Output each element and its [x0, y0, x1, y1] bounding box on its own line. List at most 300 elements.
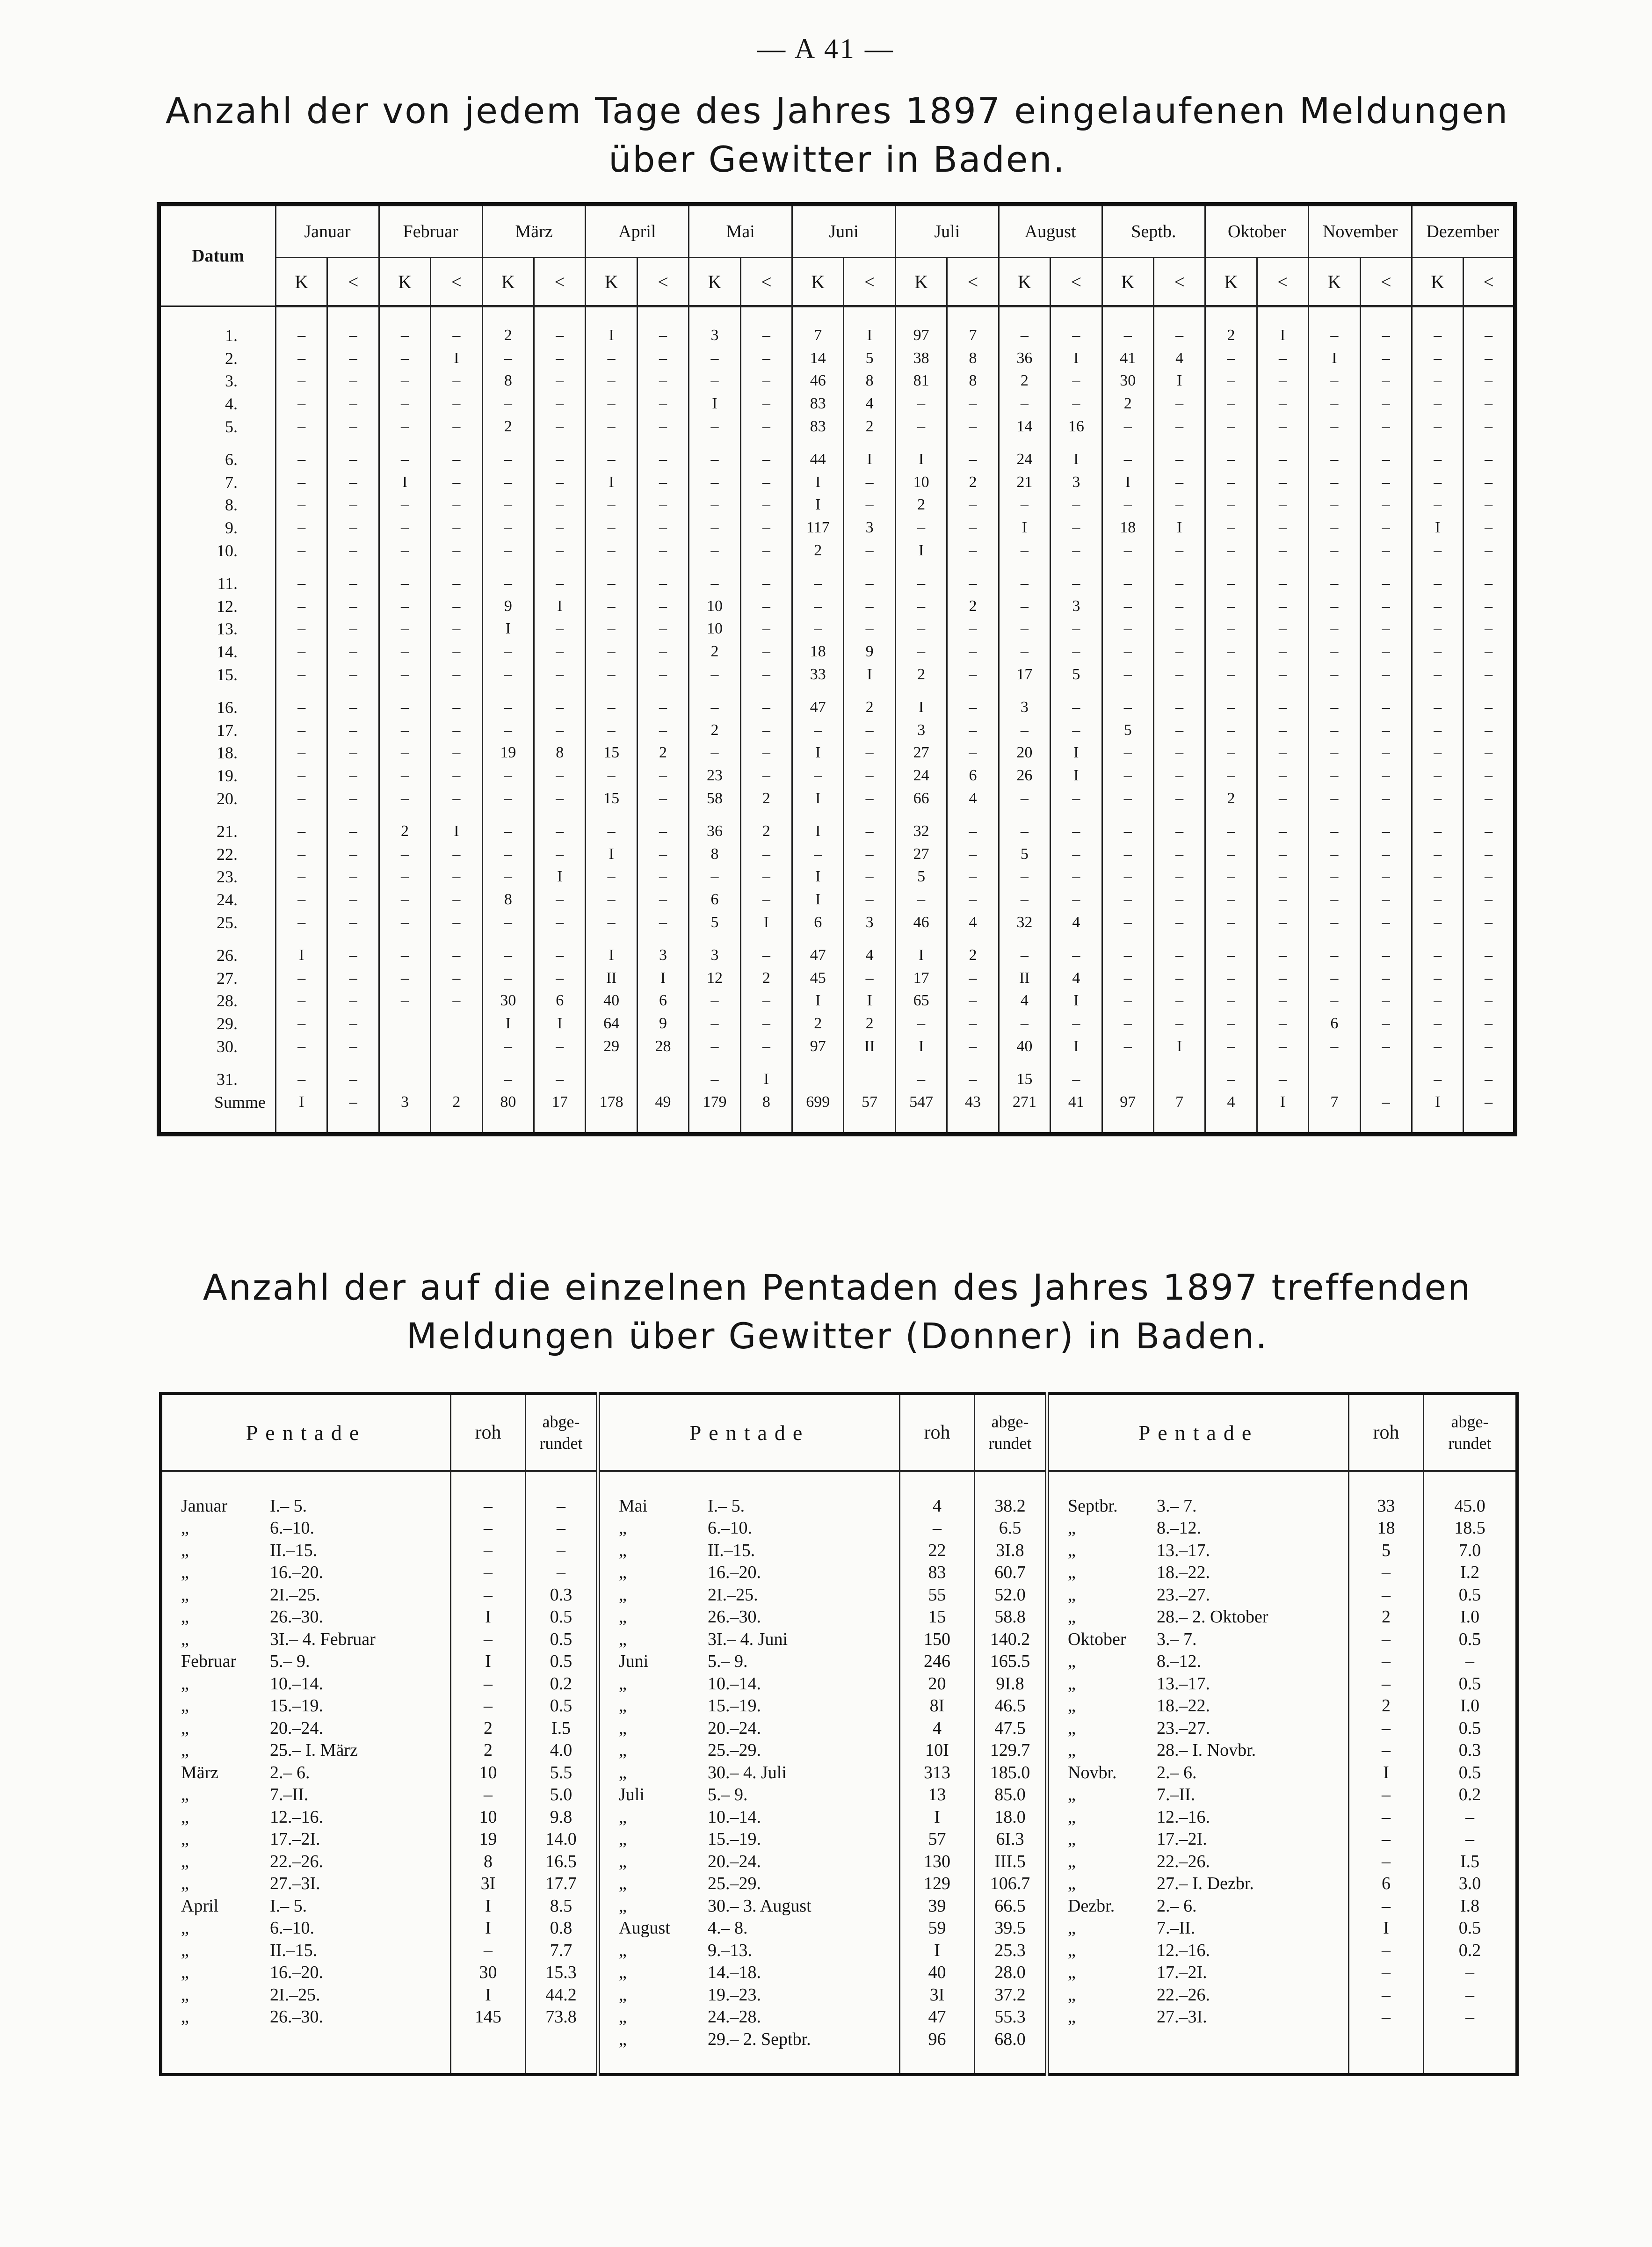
count-cell: – — [689, 539, 740, 562]
count-cell: – — [1051, 516, 1102, 539]
pentade-range: 12.–16. — [1157, 1807, 1210, 1827]
count-cell: – — [1153, 696, 1205, 719]
count-cell: – — [276, 989, 327, 1012]
count-cell: 4 — [1051, 967, 1102, 989]
rounded-value: 18.5 — [1424, 1517, 1517, 1540]
count-cell: – — [1102, 663, 1153, 686]
count-cell: – — [1102, 572, 1153, 595]
month-label: „ — [619, 1807, 627, 1827]
count-cell: – — [1464, 989, 1515, 1012]
pentade-range: 3.– 7. — [1157, 1496, 1197, 1516]
pentade-cell — [1047, 1873, 1349, 1895]
count-cell: – — [1360, 764, 1412, 787]
rounded-value: 0.2 — [1424, 1939, 1517, 1962]
pentade-cell — [598, 1784, 900, 1806]
count-cell: – — [740, 696, 792, 719]
month-header: Oktober — [1205, 204, 1309, 258]
pentade-row — [161, 1695, 1517, 1717]
count-cell: – — [1153, 324, 1205, 347]
count-cell: – — [276, 494, 327, 516]
count-cell: – — [1257, 865, 1308, 888]
count-cell: – — [431, 393, 482, 415]
rounded-value: 3I.8 — [975, 1539, 1047, 1562]
roh-value: – — [1349, 1673, 1424, 1695]
pentade-range: 13.–17. — [1157, 1673, 1210, 1694]
pentade-reports-table — [159, 1392, 1519, 2076]
count-cell: – — [689, 696, 740, 719]
pentade-cell — [161, 1562, 451, 1584]
count-cell: – — [1205, 415, 1257, 438]
count-cell: – — [379, 663, 430, 686]
rounded-value: 129.7 — [975, 1739, 1047, 1762]
count-cell: – — [844, 572, 895, 595]
count-cell: – — [947, 696, 999, 719]
pentade-cell — [598, 1895, 900, 1917]
count-cell: – — [689, 347, 740, 370]
count-cell: – — [1464, 967, 1515, 989]
month-label: „ — [181, 1563, 189, 1583]
count-cell: – — [999, 719, 1050, 742]
count-cell: 179 — [689, 1091, 740, 1113]
count-cell: – — [534, 843, 586, 865]
month-label: „ — [619, 1540, 627, 1560]
count-cell: – — [1205, 471, 1257, 494]
count-cell: 7 — [1309, 1091, 1360, 1113]
count-cell: I — [1153, 1035, 1205, 1058]
pentade-cell — [161, 1673, 451, 1695]
pentade-range: 16.–20. — [270, 1963, 323, 1983]
count-cell: – — [947, 843, 999, 865]
pentade-range: 30.– 3. August — [708, 1896, 812, 1916]
count-cell: – — [1205, 911, 1257, 934]
count-cell: – — [1102, 324, 1153, 347]
count-cell: – — [379, 370, 430, 393]
month-label: „ — [619, 1963, 627, 1983]
count-cell: 6 — [689, 888, 740, 911]
day-row — [159, 719, 1515, 742]
count-cell: – — [534, 539, 586, 562]
count-cell: I — [792, 494, 844, 516]
count-cell: – — [1464, 494, 1515, 516]
day-row — [159, 989, 1515, 1012]
count-cell: – — [586, 618, 637, 640]
count-cell: – — [689, 415, 740, 438]
count-cell: 17 — [999, 663, 1050, 686]
count-cell: – — [689, 494, 740, 516]
count-cell: – — [1309, 719, 1360, 742]
count-cell: – — [1464, 764, 1515, 787]
count-cell: – — [276, 1035, 327, 1058]
count-cell: 3 — [1051, 471, 1102, 494]
count-cell: – — [431, 944, 482, 967]
month-header: Januar — [276, 204, 379, 258]
count-cell: 2 — [792, 539, 844, 562]
count-cell: – — [379, 347, 430, 370]
count-cell: – — [947, 989, 999, 1012]
count-cell: – — [1205, 1035, 1257, 1058]
count-cell: – — [431, 640, 482, 663]
rounded-value: 0.5 — [526, 1651, 598, 1673]
count-cell: – — [276, 843, 327, 865]
count-cell: 36 — [999, 347, 1050, 370]
count-cell: – — [276, 820, 327, 843]
pentade-cell — [598, 1628, 900, 1651]
count-cell: 18 — [792, 640, 844, 663]
pentade-range: 7.–II. — [1157, 1785, 1196, 1805]
roh-value: 59 — [900, 1917, 975, 1940]
count-cell: 2 — [844, 1012, 895, 1035]
pentade-range: 7.–II. — [270, 1785, 309, 1805]
month-label: „ — [619, 1718, 627, 1738]
count-cell: – — [1257, 1012, 1308, 1035]
count-cell: – — [327, 663, 379, 686]
count-cell: – — [1309, 539, 1360, 562]
rounded-header — [975, 1394, 1047, 1471]
count-cell: – — [1205, 393, 1257, 415]
reports-symbol: K — [1309, 258, 1360, 306]
count-cell: – — [431, 572, 482, 595]
count-cell: 97 — [1102, 1091, 1153, 1113]
count-cell: II — [586, 967, 637, 989]
count-cell: – — [1102, 989, 1153, 1012]
count-cell: – — [586, 415, 637, 438]
roh-value: – — [1349, 1784, 1424, 1806]
count-cell: – — [1412, 663, 1463, 686]
count-cell: – — [586, 595, 637, 618]
lightning-symbol: < — [844, 258, 895, 306]
count-cell: I — [844, 448, 895, 471]
pentade-cell — [598, 1850, 900, 1873]
pentade-row — [161, 1539, 1517, 1562]
count-cell: – — [844, 742, 895, 764]
count-cell: 2 — [740, 787, 792, 810]
count-cell: – — [1051, 820, 1102, 843]
day-row — [159, 1068, 1515, 1091]
count-cell: – — [327, 1012, 379, 1035]
count-cell: I — [431, 820, 482, 843]
month-label: „ — [1068, 1963, 1076, 1983]
day-row — [159, 787, 1515, 810]
count-cell: 41 — [1051, 1091, 1102, 1113]
count-cell: – — [1257, 347, 1308, 370]
pentade-cell — [598, 1917, 900, 1940]
rounded-value: III.5 — [975, 1850, 1047, 1873]
count-cell: – — [1309, 742, 1360, 764]
rounded-value: 9I.8 — [975, 1673, 1047, 1695]
count-cell: – — [689, 989, 740, 1012]
count-cell: I — [792, 742, 844, 764]
roh-value: I — [451, 1917, 526, 1940]
pentade-cell — [161, 1517, 451, 1540]
roh-value: – — [1349, 1584, 1424, 1606]
pentade-row — [161, 1828, 1517, 1851]
count-cell: – — [1412, 572, 1463, 595]
count-cell: – — [1257, 448, 1308, 471]
count-cell: 9 — [482, 595, 534, 618]
count-cell: – — [1412, 1035, 1463, 1058]
count-cell: – — [327, 415, 379, 438]
count-cell: – — [1309, 787, 1360, 810]
pentade-cell — [1047, 2028, 1349, 2051]
month-label: „ — [619, 2007, 627, 2027]
count-cell: – — [586, 448, 637, 471]
pentade-cell — [161, 1873, 451, 1895]
month-header: Juli — [895, 204, 999, 258]
month-header: Juni — [792, 204, 896, 258]
lightning-symbol: < — [1360, 258, 1412, 306]
count-cell: – — [379, 764, 430, 787]
pentade-cell — [598, 1562, 900, 1584]
count-cell: – — [327, 764, 379, 787]
day-label: 27. — [159, 967, 276, 989]
day-row — [159, 539, 1515, 562]
count-cell: – — [637, 471, 688, 494]
roh-header: roh — [451, 1394, 526, 1471]
count-cell: – — [689, 516, 740, 539]
rounded-value: – — [1424, 1806, 1517, 1828]
count-cell: 4 — [844, 944, 895, 967]
count-cell: – — [740, 865, 792, 888]
count-cell: – — [1153, 1012, 1205, 1035]
count-cell: – — [895, 595, 947, 618]
month-label: „ — [181, 1673, 189, 1694]
count-cell — [1309, 1068, 1360, 1091]
count-cell: 5 — [895, 865, 947, 888]
count-cell: – — [1309, 370, 1360, 393]
count-cell: 27 — [895, 843, 947, 865]
count-cell: – — [379, 494, 430, 516]
count-cell: – — [1153, 742, 1205, 764]
count-cell: 26 — [999, 764, 1050, 787]
count-cell: – — [482, 820, 534, 843]
count-cell: – — [1360, 516, 1412, 539]
count-cell: – — [1412, 471, 1463, 494]
count-cell: – — [637, 494, 688, 516]
pentade-row — [161, 1562, 1517, 1584]
pentade-range: 8.–12. — [1157, 1651, 1201, 1672]
pentade-range: 23.–27. — [1157, 1585, 1210, 1605]
count-cell: – — [534, 370, 586, 393]
pentade-row — [161, 1495, 1517, 1517]
count-cell: – — [379, 696, 430, 719]
pentade-range: 23.–27. — [1157, 1718, 1210, 1738]
day-label: Summe — [159, 1091, 276, 1113]
count-cell: – — [379, 911, 430, 934]
count-cell: – — [482, 1035, 534, 1058]
count-cell: – — [327, 516, 379, 539]
count-cell: 2 — [379, 820, 430, 843]
count-cell: – — [379, 640, 430, 663]
count-cell: – — [844, 787, 895, 810]
count-cell: I — [1051, 448, 1102, 471]
pentade-range: 5.– 9. — [708, 1785, 748, 1805]
count-cell: 2 — [482, 324, 534, 347]
pentade-cell — [1047, 1850, 1349, 1873]
count-cell — [431, 1068, 482, 1091]
count-cell: 2 — [947, 595, 999, 618]
count-cell: – — [792, 719, 844, 742]
pentade-row — [161, 2028, 1517, 2051]
count-cell: 14 — [792, 347, 844, 370]
count-cell: – — [327, 888, 379, 911]
roh-value: – — [451, 1673, 526, 1695]
count-cell: – — [1412, 1012, 1463, 1035]
count-cell: 58 — [689, 787, 740, 810]
pentade-range: 25.–29. — [708, 1740, 761, 1760]
count-cell: – — [431, 471, 482, 494]
count-cell: – — [740, 764, 792, 787]
day-label: 8. — [159, 494, 276, 516]
count-cell: – — [1360, 1091, 1412, 1113]
count-cell: – — [482, 539, 534, 562]
pentade-cell — [1047, 1495, 1349, 1517]
count-cell: – — [1205, 539, 1257, 562]
count-cell: – — [1153, 967, 1205, 989]
count-cell: 36 — [689, 820, 740, 843]
count-cell: – — [534, 415, 586, 438]
rounded-value: 185.0 — [975, 1761, 1047, 1784]
count-cell: – — [740, 448, 792, 471]
pentade-range: 18.–22. — [1157, 1563, 1210, 1583]
pentade-range: 30.– 4. Juli — [708, 1762, 787, 1782]
count-cell: 97 — [792, 1035, 844, 1058]
pentade-range: 5.– 9. — [270, 1651, 310, 1672]
count-cell: – — [276, 888, 327, 911]
roh-value: 30 — [451, 1962, 526, 1984]
pentade-cell — [598, 2006, 900, 2029]
roh-value: 8 — [451, 1850, 526, 1873]
roh-value: – — [1349, 1651, 1424, 1673]
count-cell: I — [379, 471, 430, 494]
count-cell: – — [1153, 888, 1205, 911]
roh-value: 10I — [900, 1739, 975, 1762]
day-row — [159, 742, 1515, 764]
count-cell: 40 — [586, 989, 637, 1012]
count-cell: – — [1051, 944, 1102, 967]
pentade-range: 10.–14. — [708, 1807, 761, 1827]
count-cell: – — [379, 393, 430, 415]
pentade-cell — [161, 1651, 451, 1673]
count-cell: 9 — [844, 640, 895, 663]
count-cell: I — [637, 967, 688, 989]
count-cell: 32 — [895, 820, 947, 843]
count-cell: – — [379, 539, 430, 562]
day-row — [159, 640, 1515, 663]
pentade-cell — [161, 1895, 451, 1917]
month-label: „ — [1068, 1518, 1076, 1538]
month-label: „ — [1068, 1651, 1076, 1672]
month-label: „ — [181, 1918, 189, 1938]
count-cell: – — [740, 471, 792, 494]
count-cell: – — [1309, 640, 1360, 663]
day-row — [159, 865, 1515, 888]
count-cell: – — [1051, 865, 1102, 888]
pentade-cell — [598, 1873, 900, 1895]
month-header: Septb. — [1102, 204, 1205, 258]
roh-value: – — [451, 1539, 526, 1562]
count-cell: – — [689, 448, 740, 471]
count-cell: 16 — [1051, 415, 1102, 438]
count-cell: – — [1153, 471, 1205, 494]
rounded-value: 55.3 — [975, 2006, 1047, 2029]
count-cell: – — [1153, 572, 1205, 595]
count-cell: – — [947, 572, 999, 595]
rounded-value: 60.7 — [975, 1562, 1047, 1584]
day-row — [159, 347, 1515, 370]
count-cell: 3 — [689, 324, 740, 347]
count-cell: – — [1464, 820, 1515, 843]
count-cell: – — [947, 539, 999, 562]
count-cell: – — [1205, 640, 1257, 663]
count-cell: – — [1153, 719, 1205, 742]
pentade-cell — [161, 1939, 451, 1962]
count-cell: 2 — [1205, 324, 1257, 347]
count-cell: – — [1257, 663, 1308, 686]
roh-value — [451, 2028, 526, 2051]
count-cell: – — [740, 324, 792, 347]
pentade-row — [161, 1517, 1517, 1540]
count-cell: – — [1309, 888, 1360, 911]
count-cell: – — [534, 324, 586, 347]
count-cell: 10 — [689, 618, 740, 640]
count-cell: – — [431, 787, 482, 810]
roh-value: – — [1349, 1806, 1424, 1828]
pentade-row — [161, 1850, 1517, 1873]
count-cell: – — [276, 967, 327, 989]
pentade-cell — [1047, 1606, 1349, 1629]
rounded-value: 0.5 — [526, 1695, 598, 1717]
count-cell — [1360, 1068, 1412, 1091]
count-cell: – — [276, 618, 327, 640]
month-label: „ — [619, 1940, 627, 1960]
month-label: „ — [181, 1518, 189, 1538]
count-cell: – — [1464, 448, 1515, 471]
day-label: 17. — [159, 719, 276, 742]
count-cell: – — [637, 539, 688, 562]
count-cell: 30 — [482, 989, 534, 1012]
count-cell: – — [1309, 516, 1360, 539]
month-label: „ — [619, 1607, 627, 1627]
count-cell: – — [1464, 393, 1515, 415]
count-cell: – — [999, 595, 1050, 618]
count-cell: 24 — [999, 448, 1050, 471]
roh-value: – — [451, 1628, 526, 1651]
day-row — [159, 843, 1515, 865]
count-cell: – — [637, 324, 688, 347]
count-cell: 65 — [895, 989, 947, 1012]
count-cell: – — [1257, 764, 1308, 787]
count-cell: – — [327, 640, 379, 663]
count-cell: – — [999, 888, 1050, 911]
roh-value: 18 — [1349, 1517, 1424, 1540]
month-label: Januar — [181, 1496, 228, 1516]
count-cell: – — [379, 572, 430, 595]
roh-value: 3I — [451, 1873, 526, 1895]
count-cell: – — [895, 888, 947, 911]
count-cell: 97 — [895, 324, 947, 347]
pentade-range: 19.–23. — [708, 1985, 761, 2005]
count-cell: – — [1360, 742, 1412, 764]
count-cell: – — [534, 719, 586, 742]
pentade-cell — [1047, 2006, 1349, 2029]
pentade-range: 3I.– 4. Juni — [708, 1629, 788, 1649]
count-cell: – — [999, 393, 1050, 415]
reports-symbol: K — [792, 258, 844, 306]
count-cell: – — [947, 967, 999, 989]
roh-value: – — [1349, 1628, 1424, 1651]
pentade-row — [161, 2006, 1517, 2029]
count-cell: – — [534, 663, 586, 686]
